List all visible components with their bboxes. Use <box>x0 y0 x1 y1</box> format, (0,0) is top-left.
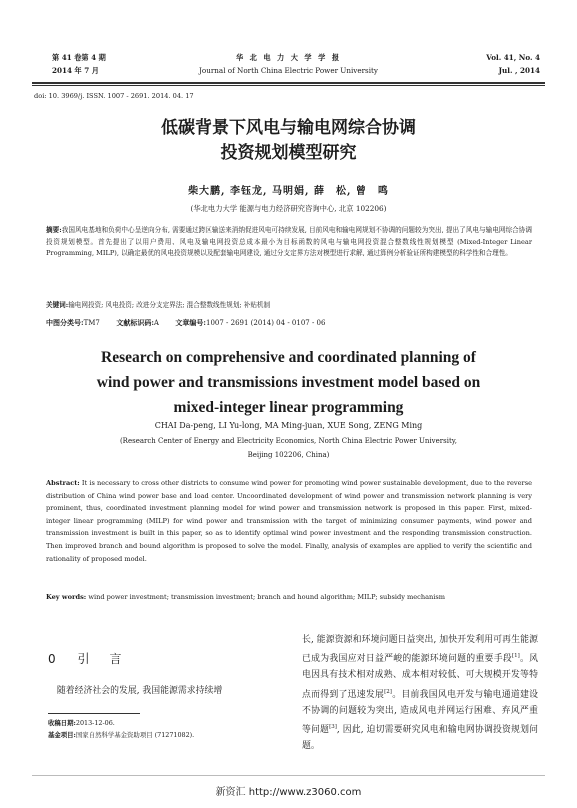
abstract-en <box>46 477 532 565</box>
affiliation-en-line-2: Beijing 102206, China) <box>247 451 330 459</box>
volume-en: Vol. 41, No. 4 <box>486 53 540 62</box>
journal-name-cn: 华 北 电 力 大 学 学 报 <box>235 53 342 62</box>
journal-name-en: Journal of North China Electric Power University <box>199 66 378 75</box>
keywords-en <box>46 591 532 604</box>
date-cn: 2014 年 7 月 <box>52 66 99 75</box>
intro-paragraph-left: 随着经济社会的发展, 我国能源需求持续增 <box>56 686 223 696</box>
title-cn <box>0 116 577 166</box>
clc-label: 中图分类号: <box>46 318 84 327</box>
abstract-cn-label: 摘要: <box>46 226 62 234</box>
affiliation-en-line-1: (Research Center of Energy and Electricity Economics, North China Electric Power University, <box>119 437 458 445</box>
reference-1[interactable]: [1] <box>511 653 520 660</box>
doi: doi: 10. 3969/j. ISSN. 1007 - 2691. 2014. 04. 17 <box>34 92 194 100</box>
authors-en: CHAI Da-peng, LI Yu-long, MA Ming-juan, XUE Song, ZENG Ming <box>154 421 423 430</box>
affiliation-cn: (华北电力大学 能源与电力经济研究咨询中心, 北京 102206) <box>190 204 387 213</box>
doc-code-label: 文献标识码: <box>116 318 154 327</box>
classification-row <box>46 318 532 328</box>
article-no-value: 1007 - 2691 (2014) 04 - 0107 - 06 <box>206 319 326 327</box>
footnote-rule <box>48 713 140 714</box>
abstract-cn-text: 我国风电基地和负荷中心呈逆向分布, 需要通过跨区输送来消纳促进风电可持续发展, 目前风电和输电网规划不协调的问题较为突出, 提出了风电与输电网综合协调投资规划模型。首先提出了以用户费用、风电及输电网投资总成本最小为目标函数的风电与输电网投资混合整数线性规划模型 (Mixed-Integer Linear Programming, MILP), 以确定最优的风电投资规模以及配套输电网建设, 通过分支定界方法对模型进行求解, 通过算例分析验证所构建模型的科学性和合理性。 <box>46 226 532 258</box>
reference-3[interactable]: [3] <box>329 723 337 730</box>
keywords-cn-label: 关键词: <box>46 301 69 309</box>
header-center <box>150 53 427 76</box>
abstract-en-text: It is necessary to cross other districts to consume wind power for promoting wind power sustainable development, due to the reverse distribution of China wind power base and load center. Uncoordinated development of wind power and transmission network planning is very prominent, thus, coordinated investment planning model for wind power and transmission network is proposed in this paper. First, mixed-integer linear programming (MILP) for wind power and transmission with the target of minimizing consumer payments, wind power and transmission investment is built in this paper, so as to identify optimal wind power investment and the responding transmission construction. Then improved branch and bound algorithm is proposed to solve the model. Finally, analysis of examples are applied to verify the scientific and rationality of proposed model. <box>46 479 532 563</box>
title-en-line-2: wind power and transmissions investment model based on <box>96 374 481 391</box>
header-right <box>450 53 540 76</box>
header-rule <box>32 82 545 84</box>
date-en: Jul. , 2014 <box>498 66 540 75</box>
keywords-cn-text: 输电网投资; 风电投资; 改进分支定界法; 混合整数线性规划; 补贴机制 <box>68 301 271 309</box>
reference-2[interactable]: [2] <box>384 688 392 695</box>
title-cn-line-2: 投资规划模型研究 <box>220 143 357 163</box>
received-date: 收稿日期:2013-12-06. <box>48 719 115 727</box>
watermark-separator <box>32 775 545 776</box>
fund-project: 基金项目:国家自然科学基金资助项目 (71271082). <box>48 731 195 739</box>
keywords-en-label: Key words: <box>46 593 87 601</box>
title-en <box>0 345 577 420</box>
abstract-en-label: Abstract: <box>46 479 80 487</box>
header-left <box>52 53 106 76</box>
doc-code-value: A <box>153 319 159 327</box>
header-rule-thin <box>32 85 545 86</box>
clc-value: TM7 <box>83 319 100 327</box>
volume-cn: 第 41 卷第 4 期 <box>52 53 106 62</box>
section-heading <box>48 650 125 667</box>
affiliation-en <box>0 434 577 462</box>
section-title: 引 言 <box>77 652 126 666</box>
abstract-cn <box>46 225 532 260</box>
title-en-line-1: Research on comprehensive and coordinated planning of <box>101 349 476 366</box>
article-no-label: 文章编号: <box>175 318 207 327</box>
title-en-line-3: mixed-integer linear programming <box>173 399 404 416</box>
section-number: 0 <box>48 652 60 666</box>
intro-paragraph-right: 长, 能源资源和环境问题日益突出, 加快开发利用可再生能源已成为我国应对日益严峻的能源环境问题的重要手段[1]。风电因具有技术相对成熟、成本相对较低、可大规模开发等特点而得到了迅速发展[2]。目前我国风电开发与输电通道建设不协调的问题较为突出, 造成风电并网运行困难、弃风严重等问题[3], 因此, 迫切需要研究风电和输电网协调投资规划问题。 <box>302 635 539 752</box>
authors-cn: 柴大鹏, 李钰龙, 马明娟, 薛 松, 曾 鸣 <box>188 186 389 197</box>
keywords-cn <box>46 299 532 309</box>
watermark: 新资汇 http://www.z3060.com <box>215 787 362 798</box>
title-cn-line-1: 低碳背景下风电与输电网综合协调 <box>161 118 416 138</box>
footnote <box>48 718 288 740</box>
keywords-en-text: wind power investment; transmission investment; branch and hound algorithm; MILP; subsidy mechanism <box>88 593 446 601</box>
